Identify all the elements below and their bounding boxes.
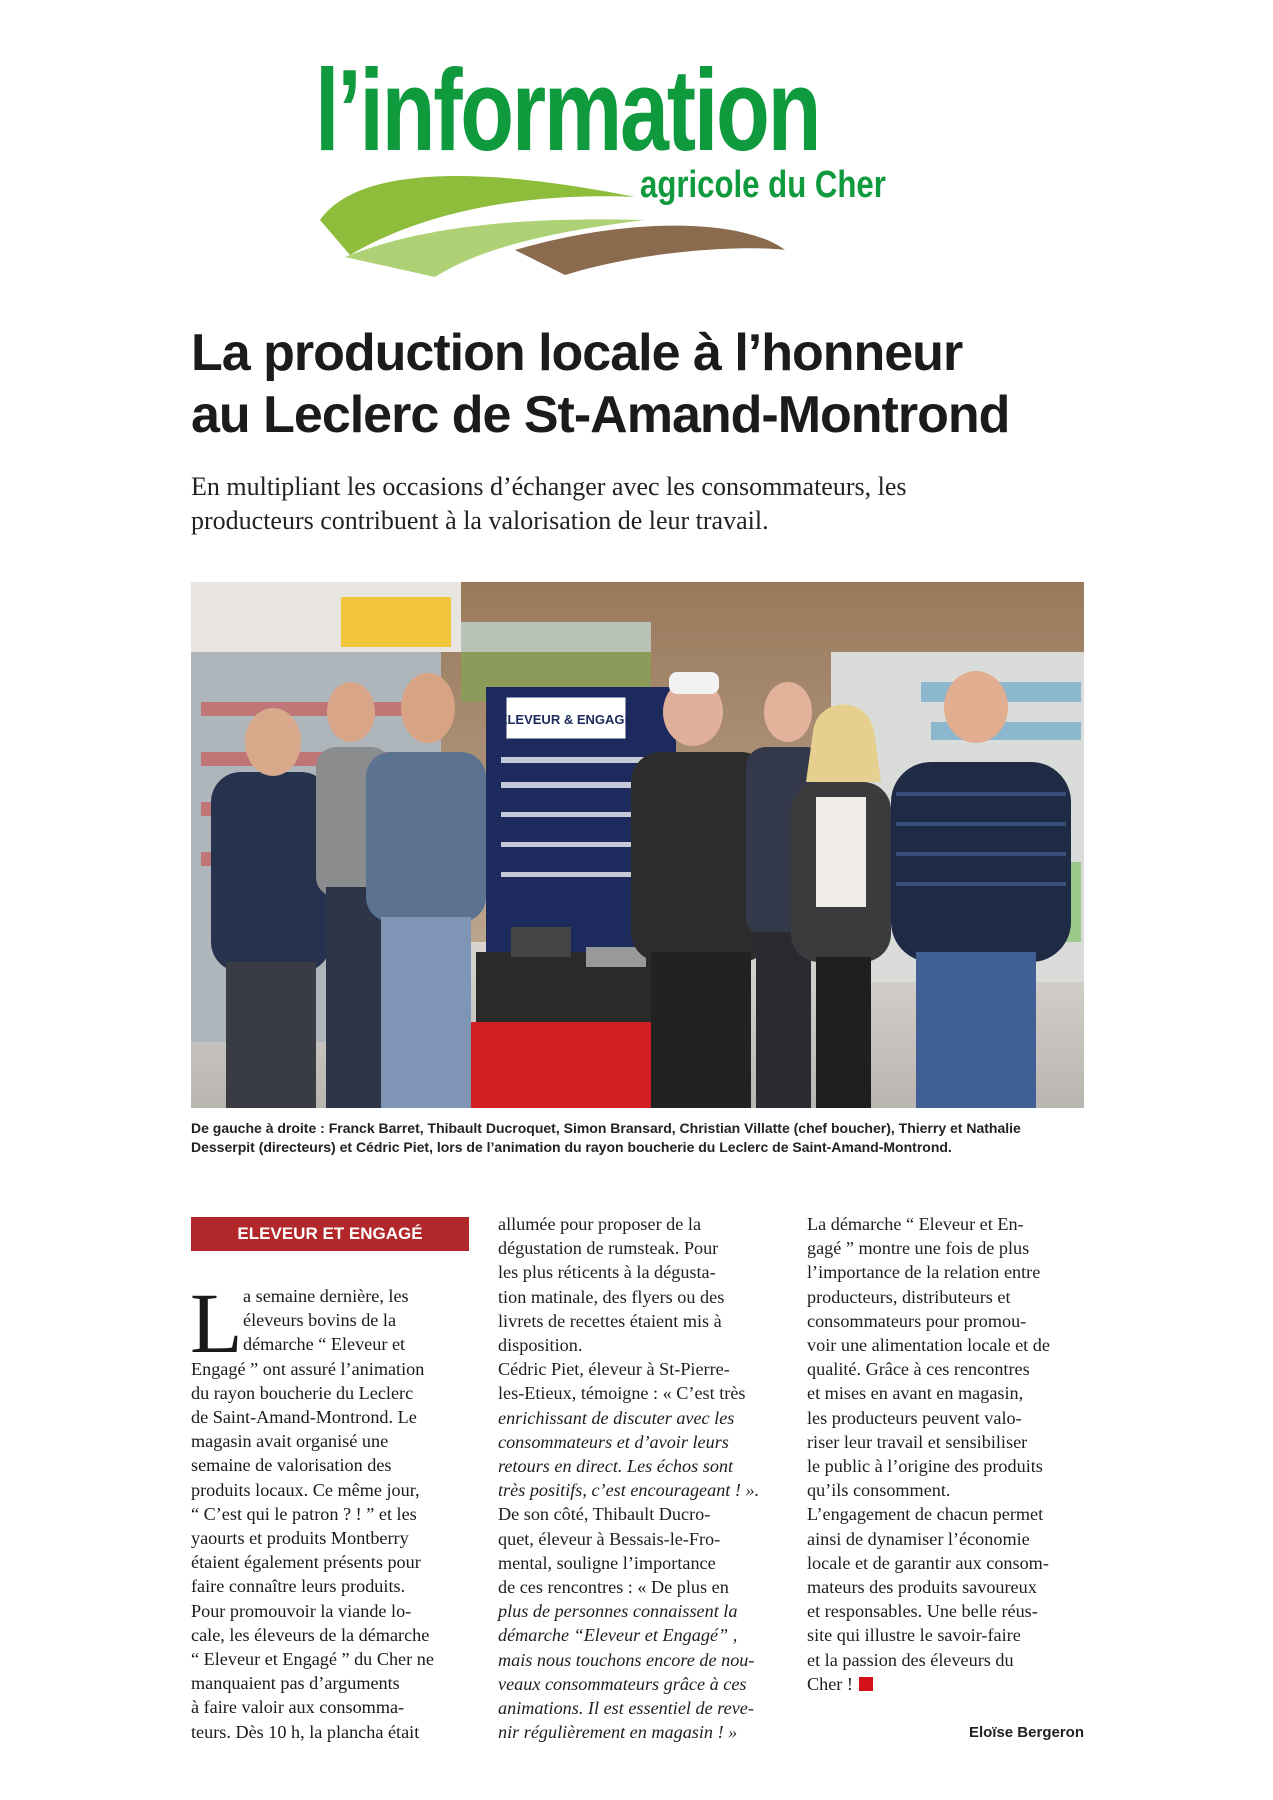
text-line: qu’ils consomment.: [807, 1480, 951, 1501]
text-line: locale et de garantir aux consom-: [807, 1552, 1049, 1573]
text-line: manquaient pas d’arguments: [191, 1673, 400, 1694]
quote-line: mais nous touchons encore de nou-: [498, 1649, 755, 1670]
quote-line: nir régulièrement en magasin ! »: [498, 1722, 738, 1743]
text-line: quet, éleveur à Bessais-le-Fro-: [498, 1528, 721, 1549]
text-line: qualité. Grâce à ces rencontres: [807, 1359, 1030, 1380]
text-line: et mises en avant en magasin,: [807, 1383, 1024, 1404]
text-line: gagé ” montre une fois de plus: [807, 1238, 1030, 1259]
text-line: les plus réticents à la dégusta-: [498, 1262, 716, 1283]
section-label: ELEVEUR ET ENGAGÉ: [191, 1217, 469, 1251]
text-line: riser leur travail et sensibiliser: [807, 1431, 1028, 1452]
article-standfirst: [191, 470, 1091, 538]
quote-line: plus de personnes connaissent la: [498, 1601, 738, 1622]
text-line: yaourts et produits Montberry: [191, 1528, 409, 1549]
standfirst-line: producteurs contribuent à la valorisation de leur travail.: [191, 506, 769, 535]
text-line: les-Etieux, témoigne : « C’est très: [498, 1383, 746, 1404]
text-line: “ Eleveur et Engagé ” du Cher ne: [191, 1649, 434, 1670]
standfirst-line: En multipliant les occasions d’échanger avec les consommateurs, les: [191, 472, 907, 501]
text-line: Cédric Piet, éleveur à St-Pierre-: [498, 1359, 730, 1380]
text-line: du rayon boucherie du Leclerc: [191, 1382, 414, 1403]
quote-line: consommateurs et d’avoir leurs: [498, 1431, 729, 1452]
text-line: a semaine dernière, les: [243, 1286, 409, 1306]
caption-line: Desserpit (directeurs) et Cédric Piet, lors de l’animation du rayon boucherie du Leclerc de Saint-Amand-Montrond.: [191, 1139, 952, 1155]
supermarket-photo-illustration: [191, 582, 1084, 1108]
quote-line: veaux consommateurs grâce à ces: [498, 1673, 747, 1694]
article-photo: [191, 582, 1084, 1108]
text-line: site qui illustre le savoir-faire: [807, 1625, 1021, 1646]
text-line: ainsi de dynamiser l’économie: [807, 1528, 1030, 1549]
text-line: magasin avait organisé une: [191, 1431, 389, 1452]
text-line: consommateurs pour promou-: [807, 1310, 1027, 1331]
text-line: mental, souligne l’importance: [498, 1552, 716, 1573]
text-line: De son côté, Thibault Ducro-: [498, 1504, 711, 1525]
quote-line: très positifs, c’est encourageant ! ».: [498, 1480, 760, 1501]
text-line: Pour promouvoir la viande lo-: [191, 1600, 412, 1621]
text-line: de Saint-Amand-Montrond. Le: [191, 1407, 417, 1428]
text-line: le public à l’origine des produits: [807, 1456, 1043, 1477]
text-line: voir une alimentation locale et de: [807, 1335, 1050, 1356]
text-line: livrets de recettes étaient mis à: [498, 1310, 722, 1331]
quote-line: enrichissant de discuter avec les: [498, 1407, 735, 1428]
text-line: teurs. Dès 10 h, la plancha était: [191, 1721, 420, 1742]
caption-line: De gauche à droite : Franck Barret, Thibault Ducroquet, Simon Bransard, Christian Villatte (chef boucher), Thierry et Nathalie: [191, 1120, 1021, 1136]
article-column-2: [498, 1212, 778, 1744]
text-line: “ C’est qui le patron ? ! ” et les: [191, 1503, 417, 1524]
text-line: l’importance de la relation entre: [807, 1262, 1041, 1283]
text-line: cale, les éleveurs de la démarche: [191, 1624, 430, 1645]
text-line: tion matinale, des flyers ou des: [498, 1286, 725, 1307]
text-line-last: [807, 1672, 1087, 1696]
article-column-1: [190, 1275, 471, 1744]
text-line: et responsables. Une belle réus-: [807, 1601, 1038, 1622]
text-line: les producteurs peuvent valo-: [807, 1407, 1022, 1428]
text-line: producteurs, distributeurs et: [807, 1286, 1011, 1307]
masthead-subtitle: agricole du Cher: [640, 164, 886, 206]
end-mark-icon: [859, 1677, 873, 1691]
masthead-title: l’information: [315, 45, 820, 175]
text-line: démarche “ Eleveur et: [243, 1334, 406, 1355]
text-line: allumée pour proposer de la: [498, 1214, 702, 1234]
article-column-3: [807, 1212, 1087, 1696]
text-line: L’engagement de chacun permet: [807, 1504, 1044, 1525]
quote-line: animations. Il est essentiel de reve-: [498, 1698, 754, 1719]
text-line: La démarche “ Eleveur et En-: [807, 1214, 1024, 1234]
text-line: disposition.: [498, 1335, 583, 1356]
headline-line: La production locale à l’honneur: [191, 324, 963, 382]
text-line: éleveurs bovins de la: [243, 1310, 397, 1331]
text-line: dégustation de rumsteak. Pour: [498, 1238, 719, 1259]
drop-cap: L: [190, 1275, 243, 1371]
article-headline: [191, 322, 1091, 446]
author-byline: Eloïse Bergeron: [968, 1724, 1084, 1741]
banner-logo-text: ÉLEVEUR & ENGAGÉ: [498, 712, 634, 727]
text-line: et la passion des éleveurs du: [807, 1649, 1014, 1670]
quote-line: démarche “Eleveur et Engagé” ,: [498, 1625, 738, 1646]
text-line-final: Cher !: [807, 1673, 853, 1694]
text-line: Engagé ” ont assuré l’animation: [191, 1358, 425, 1379]
text-line: à faire valoir aux consomma-: [191, 1697, 405, 1718]
text-line: produits locaux. Ce même jour,: [191, 1479, 420, 1500]
masthead-logo: [315, 45, 945, 285]
headline-line: au Leclerc de St-Amand-Montrond: [191, 386, 1010, 444]
text-line: semaine de valorisation des: [191, 1455, 392, 1476]
text-line: étaient également présents pour: [191, 1552, 421, 1573]
quote-line: retours en direct. Les échos sont: [498, 1456, 734, 1477]
text-line: mateurs des produits savoureux: [807, 1577, 1037, 1598]
text-line: de ces rencontres : « De plus en: [498, 1577, 729, 1598]
photo-caption: [191, 1119, 1091, 1157]
text-line: faire connaître leurs produits.: [191, 1576, 406, 1597]
